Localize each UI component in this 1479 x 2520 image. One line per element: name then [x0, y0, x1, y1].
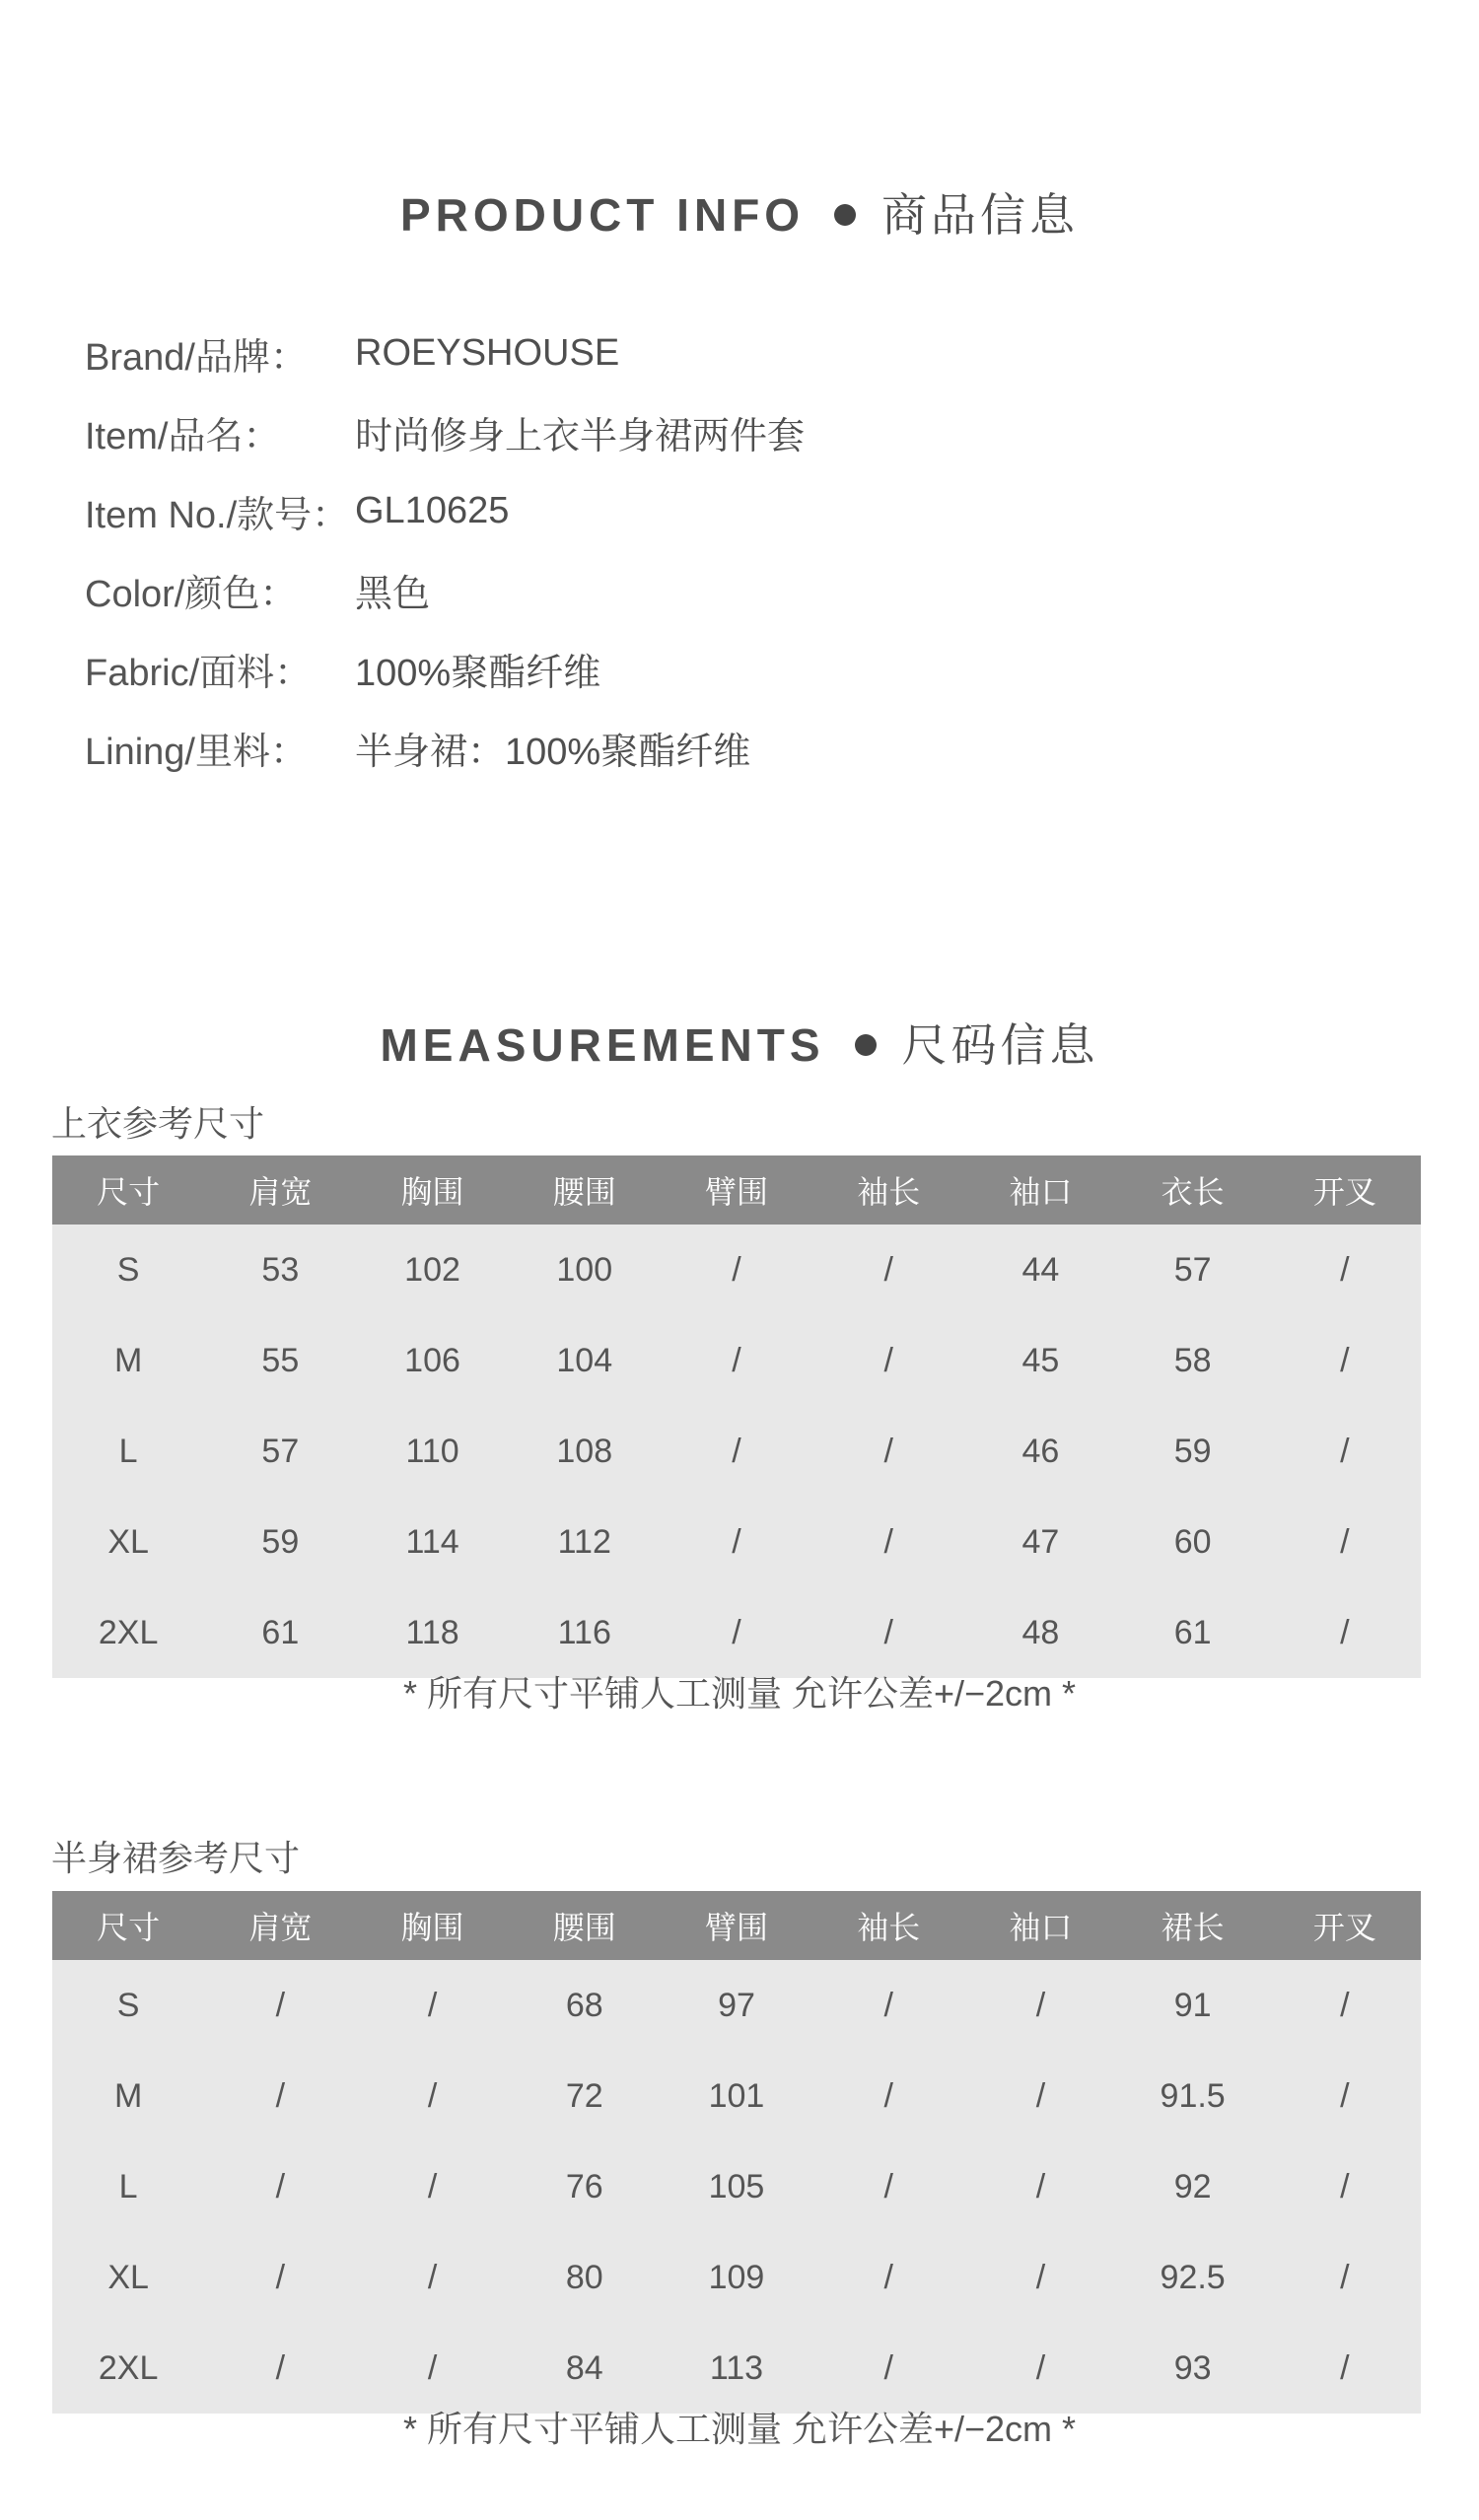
table-cell: 61	[1173, 1613, 1212, 1651]
table-cell: 60	[1173, 1522, 1212, 1561]
table-cell: /	[1035, 2258, 1046, 2296]
table-cell: /	[275, 2258, 286, 2296]
table-cell: 59	[261, 1522, 300, 1561]
info-row-item	[85, 392, 805, 471]
product-info-heading-zh: 商品信息	[881, 189, 1080, 241]
table-cell: S	[116, 1986, 140, 2024]
info-row-fabric	[85, 629, 805, 708]
table-cell: /	[1340, 1432, 1350, 1470]
info-label: Item/品名：	[85, 415, 281, 457]
table-row	[52, 2232, 1421, 2323]
info-value: 半身裙：100%聚酯纤维	[355, 731, 751, 773]
measurements-heading	[0, 1010, 1479, 1075]
table-cell: 72	[565, 2076, 603, 2115]
table-cell: /	[275, 1986, 286, 2024]
table-cell: /	[1340, 2258, 1350, 2296]
info-label: Brand/品牌：	[85, 336, 308, 379]
table-cell: 58	[1173, 1341, 1212, 1379]
table-cell: 57	[261, 1432, 300, 1470]
top-size-table	[52, 1155, 1421, 1678]
table-cell: /	[1340, 1522, 1350, 1561]
table-cell: 105	[708, 2167, 765, 2205]
product-info-list	[85, 314, 805, 787]
info-value: 黑色	[355, 573, 431, 615]
column-header: 臂围	[661, 1891, 812, 1960]
table-cell: 109	[708, 2258, 765, 2296]
table-cell: /	[732, 1432, 741, 1470]
column-header: 胸围	[356, 1891, 508, 1960]
table-row	[52, 2051, 1421, 2141]
column-header: 肩宽	[204, 1891, 356, 1960]
table-cell: /	[427, 2076, 438, 2115]
table-row	[52, 1315, 1421, 1406]
column-header: 袖长	[812, 1891, 964, 1960]
info-label: Item No./款号：	[85, 494, 350, 536]
table-row	[52, 1497, 1421, 1587]
table-cell: 118	[405, 1613, 459, 1651]
table-cell: S	[116, 1250, 140, 1289]
table-cell: /	[427, 2258, 438, 2296]
table-cell: /	[275, 2348, 286, 2387]
table-cell: 61	[261, 1613, 300, 1651]
column-header: 袖口	[964, 1155, 1116, 1225]
table-cell: 84	[565, 2348, 603, 2387]
column-header: 腰围	[509, 1891, 661, 1960]
table-cell: /	[1340, 1250, 1350, 1289]
table-cell: 102	[404, 1250, 460, 1289]
table-cell: /	[1340, 1613, 1350, 1651]
measurements-heading-zh: 尺码信息	[901, 1019, 1099, 1071]
table-cell: /	[1035, 1986, 1046, 2024]
table-cell: 46	[1021, 1432, 1060, 1470]
measurements-heading-en: MEASUREMENTS	[380, 1019, 825, 1071]
table-cell: /	[883, 1250, 893, 1289]
column-header: 尺寸	[52, 1891, 204, 1960]
table-row	[52, 1225, 1421, 1315]
table-cell: /	[1035, 2076, 1046, 2115]
column-header: 胸围	[356, 1155, 508, 1225]
table-row	[52, 1406, 1421, 1497]
table-cell: /	[1035, 2348, 1046, 2387]
column-header: 开叉	[1269, 1891, 1421, 1960]
table-cell: 91.5	[1160, 2076, 1226, 2115]
bullet-dot-icon	[855, 1034, 877, 1056]
info-value: GL10625	[355, 489, 510, 531]
table-cell: 2XL	[98, 1613, 159, 1651]
table-cell: 47	[1021, 1522, 1060, 1561]
table-cell: /	[427, 1986, 438, 2024]
table-cell: L	[118, 2167, 138, 2205]
table-cell: 59	[1173, 1432, 1212, 1470]
table-cell: 106	[404, 1341, 460, 1379]
table-cell: 76	[565, 2167, 603, 2205]
table-cell: /	[883, 2348, 893, 2387]
table-cell: 57	[1173, 1250, 1212, 1289]
bullet-dot-icon	[834, 204, 856, 226]
table-cell: /	[883, 2258, 893, 2296]
table-cell: /	[883, 1341, 893, 1379]
table-cell: M	[113, 1341, 143, 1379]
table-cell: L	[118, 1432, 138, 1470]
table-cell: /	[732, 1613, 741, 1651]
table-cell: /	[275, 2076, 286, 2115]
top-size-note: * 所有尺寸平铺人工测量 允许公差+/−2cm *	[402, 1673, 1077, 1714]
table-cell: /	[883, 1432, 893, 1470]
table-cell: /	[732, 1522, 741, 1561]
table-cell: 48	[1021, 1613, 1060, 1651]
table-header-row	[52, 1891, 1421, 1960]
column-header: 袖长	[812, 1155, 964, 1225]
column-header: 腰围	[509, 1155, 661, 1225]
table-cell: /	[883, 1986, 893, 2024]
table-cell: 68	[565, 1986, 603, 2024]
table-cell: 2XL	[98, 2348, 159, 2387]
column-header: 臂围	[661, 1155, 812, 1225]
table-cell: 53	[261, 1250, 300, 1289]
column-header: 尺寸	[52, 1155, 204, 1225]
table-cell: 101	[708, 2076, 765, 2115]
skirt-size-table	[52, 1891, 1421, 2414]
column-header: 开叉	[1269, 1155, 1421, 1225]
info-label: Fabric/面料：	[85, 652, 313, 694]
table-row	[52, 2141, 1421, 2232]
product-info-heading	[0, 179, 1479, 245]
skirt-size-note: * 所有尺寸平铺人工测量 允许公差+/−2cm *	[402, 2409, 1077, 2449]
table-cell: 92.5	[1160, 2258, 1226, 2296]
table-cell: /	[732, 1250, 741, 1289]
table-cell: /	[883, 1613, 893, 1651]
table-cell: 112	[557, 1522, 611, 1561]
table-cell: /	[1035, 2167, 1046, 2205]
table-cell: 44	[1021, 1250, 1060, 1289]
table-cell: /	[1340, 2076, 1350, 2115]
table-cell: 80	[565, 2258, 603, 2296]
table-cell: XL	[107, 1522, 149, 1561]
table-cell: 93	[1173, 2348, 1212, 2387]
skirt-size-caption: 半身裙参考尺寸	[51, 1838, 301, 1878]
top-size-caption: 上衣参考尺寸	[51, 1103, 265, 1144]
table-cell: 92	[1173, 2167, 1212, 2205]
table-cell: /	[427, 2167, 438, 2205]
info-row-item-no	[85, 471, 805, 550]
column-header: 裙长	[1117, 1891, 1269, 1960]
info-value: ROEYSHOUSE	[355, 331, 620, 374]
table-cell: /	[1340, 1986, 1350, 2024]
table-cell: 110	[405, 1432, 459, 1470]
table-cell: 45	[1021, 1341, 1060, 1379]
table-header-row	[52, 1155, 1421, 1225]
table-cell: /	[732, 1341, 741, 1379]
table-cell: 91	[1173, 1986, 1212, 2024]
table-cell: 113	[709, 2348, 764, 2387]
table-cell: /	[1340, 2348, 1350, 2387]
table-cell: 104	[556, 1341, 613, 1379]
table-cell: 108	[556, 1432, 613, 1470]
column-header: 袖口	[964, 1891, 1116, 1960]
table-cell: /	[427, 2348, 438, 2387]
table-cell: /	[883, 2167, 893, 2205]
info-value: 100%聚酯纤维	[355, 652, 601, 694]
table-cell: 55	[261, 1341, 300, 1379]
table-cell: /	[883, 1522, 893, 1561]
table-cell: /	[275, 2167, 286, 2205]
info-row-color	[85, 550, 805, 629]
info-label: Lining/里料：	[85, 731, 308, 773]
table-row	[52, 2323, 1421, 2414]
table-cell: 116	[557, 1613, 611, 1651]
table-cell: M	[113, 2076, 143, 2115]
product-info-heading-en: PRODUCT INFO	[399, 189, 806, 241]
info-value: 时尚修身上衣半身裙两件套	[355, 415, 806, 457]
column-header: 肩宽	[204, 1155, 356, 1225]
table-cell: 114	[405, 1522, 459, 1561]
info-row-lining	[85, 708, 805, 787]
info-row-brand	[85, 314, 805, 392]
table-cell: 97	[718, 1986, 755, 2024]
table-cell: /	[1340, 2167, 1350, 2205]
table-cell: XL	[107, 2258, 149, 2296]
table-row	[52, 1587, 1421, 1678]
table-cell: /	[1340, 1341, 1350, 1379]
column-header: 衣长	[1117, 1155, 1269, 1225]
info-label: Color/颜色：	[85, 573, 298, 615]
table-row	[52, 1960, 1421, 2051]
table-cell: 100	[556, 1250, 613, 1289]
table-cell: /	[883, 2076, 893, 2115]
